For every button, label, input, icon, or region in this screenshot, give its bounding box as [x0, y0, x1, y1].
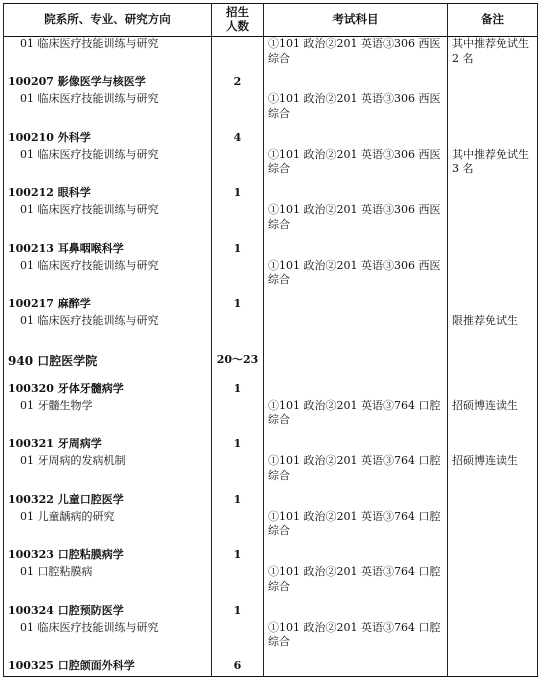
note-cell: [448, 71, 538, 92]
program-name-cell: 100320 牙体牙髓病学: [4, 378, 212, 399]
header-enrollment: [212, 4, 264, 37]
note-cell: [448, 259, 538, 294]
note-cell: [448, 544, 538, 565]
enrollment-count-cell: 1: [212, 433, 264, 454]
program-name-cell: 01 牙髓生物学: [4, 399, 212, 434]
enrollment-count-cell: 1: [212, 293, 264, 314]
direction-row: [4, 92, 538, 127]
enrollment-count-cell: 1: [212, 238, 264, 259]
exam-subjects-cell: [264, 349, 448, 378]
exam-subjects-cell: [264, 293, 448, 314]
program-name-cell: 940 口腔医学院: [4, 349, 212, 378]
program-name-cell: 100324 口腔预防医学: [4, 600, 212, 621]
exam-subjects-cell: ①101 政治②201 英语③764 口腔综合: [264, 565, 448, 600]
enrollment-count-cell: [212, 203, 264, 238]
major-row: [4, 433, 538, 454]
enrollment-count-cell: [212, 399, 264, 434]
note-cell: 其中推荐免试生 3 名: [448, 148, 538, 183]
note-cell: 其中推荐免试生 2 名: [448, 37, 538, 72]
note-cell: [448, 510, 538, 545]
program-name-cell: 01 临床医疗技能训练与研究: [4, 148, 212, 183]
note-cell: [448, 349, 538, 378]
exam-subjects-cell: ①101 政治②201 英语③306 西医综合: [264, 203, 448, 238]
enrollment-count-cell: [212, 510, 264, 545]
program-name-cell: 100207 影像医学与核医学: [4, 71, 212, 92]
note-cell: [448, 600, 538, 621]
major-row: [4, 544, 538, 565]
direction-row: [4, 148, 538, 183]
admissions-table: [3, 3, 538, 677]
major-row: [4, 378, 538, 399]
major-row: [4, 238, 538, 259]
program-name-cell: 01 临床医疗技能训练与研究: [4, 314, 212, 349]
program-name-cell: 100323 口腔粘膜病学: [4, 544, 212, 565]
note-cell: [448, 489, 538, 510]
program-name-cell: 01 临床医疗技能训练与研究: [4, 37, 212, 72]
enrollment-count-cell: [212, 37, 264, 72]
enrollment-count-cell: 6: [212, 655, 264, 676]
exam-subjects-cell: [264, 655, 448, 676]
enrollment-count-cell: 1: [212, 600, 264, 621]
exam-subjects-cell: ①101 政治②201 英语③306 西医综合: [264, 37, 448, 72]
note-cell: [448, 378, 538, 399]
enrollment-count-cell: 2: [212, 71, 264, 92]
header-department: 院系所、专业、研究方向: [4, 4, 212, 37]
program-name-cell: 01 临床医疗技能训练与研究: [4, 259, 212, 294]
note-cell: 招硕博连读生: [448, 399, 538, 434]
direction-row: [4, 259, 538, 294]
note-cell: [448, 293, 538, 314]
direction-row: [4, 399, 538, 434]
exam-subjects-cell: [264, 378, 448, 399]
enrollment-count-cell: 1: [212, 378, 264, 399]
exam-subjects-cell: [264, 544, 448, 565]
note-cell: 限推荐免试生: [448, 314, 538, 349]
exam-subjects-cell: [264, 489, 448, 510]
enrollment-count-cell: [212, 621, 264, 656]
major-row: [4, 489, 538, 510]
enrollment-count-cell: [212, 565, 264, 600]
note-cell: 招硕博连读生: [448, 454, 538, 489]
major-row: [4, 71, 538, 92]
header-enrollment-line2: 人数: [226, 19, 249, 33]
enrollment-count-cell: 20～23: [212, 349, 264, 378]
note-cell: [448, 127, 538, 148]
program-name-cell: 100213 耳鼻咽喉科学: [4, 238, 212, 259]
exam-subjects-cell: [264, 71, 448, 92]
major-row: [4, 293, 538, 314]
program-name-cell: 100321 牙周病学: [4, 433, 212, 454]
program-name-cell: 100217 麻醉学: [4, 293, 212, 314]
direction-row: [4, 314, 538, 349]
major-row: [4, 655, 538, 676]
note-cell: [448, 655, 538, 676]
exam-subjects-cell: ①101 政治②201 英语③764 口腔综合: [264, 510, 448, 545]
direction-row: [4, 621, 538, 656]
header-notes: 备注: [448, 4, 538, 37]
enrollment-count-cell: 1: [212, 544, 264, 565]
exam-subjects-cell: ①101 政治②201 英语③306 西医综合: [264, 259, 448, 294]
note-cell: [448, 621, 538, 656]
program-name-cell: 100325 口腔颌面外科学: [4, 655, 212, 676]
school-row: [4, 349, 538, 378]
enrollment-count-cell: 1: [212, 182, 264, 203]
program-name-cell: 100212 眼科学: [4, 182, 212, 203]
note-cell: [448, 203, 538, 238]
program-name-cell: 100322 儿童口腔医学: [4, 489, 212, 510]
header-enrollment-line1: 招生: [226, 5, 249, 20]
program-name-cell: 01 口腔粘膜病: [4, 565, 212, 600]
note-cell: [448, 182, 538, 203]
enrollment-count-cell: 1: [212, 489, 264, 510]
program-name-cell: 01 临床医疗技能训练与研究: [4, 621, 212, 656]
exam-subjects-cell: [264, 433, 448, 454]
enrollment-count-cell: [212, 314, 264, 349]
direction-row: [4, 203, 538, 238]
exam-subjects-cell: [264, 600, 448, 621]
program-name-cell: 01 牙周病的发病机制: [4, 454, 212, 489]
table-header-row: [4, 4, 538, 37]
exam-subjects-cell: [264, 127, 448, 148]
direction-row: [4, 37, 538, 72]
program-name-cell: 01 临床医疗技能训练与研究: [4, 92, 212, 127]
program-name-cell: 01 临床医疗技能训练与研究: [4, 203, 212, 238]
enrollment-count-cell: [212, 259, 264, 294]
enrollment-count-cell: [212, 148, 264, 183]
exam-subjects-cell: [264, 238, 448, 259]
enrollment-count-cell: [212, 454, 264, 489]
enrollment-count-cell: [212, 92, 264, 127]
direction-row: [4, 565, 538, 600]
direction-row: [4, 454, 538, 489]
exam-subjects-cell: ①101 政治②201 英语③306 西医综合: [264, 92, 448, 127]
exam-subjects-cell: ①101 政治②201 英语③764 口腔综合: [264, 454, 448, 489]
direction-row: [4, 510, 538, 545]
exam-subjects-cell: ①101 政治②201 英语③764 口腔综合: [264, 399, 448, 434]
program-name-cell: 01 儿童龋病的研究: [4, 510, 212, 545]
exam-subjects-cell: [264, 314, 448, 349]
major-row: [4, 600, 538, 621]
exam-subjects-cell: ①101 政治②201 英语③306 西医综合: [264, 148, 448, 183]
enrollment-count-cell: 4: [212, 127, 264, 148]
note-cell: [448, 565, 538, 600]
exam-subjects-cell: [264, 182, 448, 203]
major-row: [4, 127, 538, 148]
header-exam-subjects: 考试科目: [264, 4, 448, 37]
program-name-cell: 100210 外科学: [4, 127, 212, 148]
exam-subjects-cell: ①101 政治②201 英语③764 口腔综合: [264, 621, 448, 656]
note-cell: [448, 238, 538, 259]
major-row: [4, 182, 538, 203]
note-cell: [448, 433, 538, 454]
note-cell: [448, 92, 538, 127]
